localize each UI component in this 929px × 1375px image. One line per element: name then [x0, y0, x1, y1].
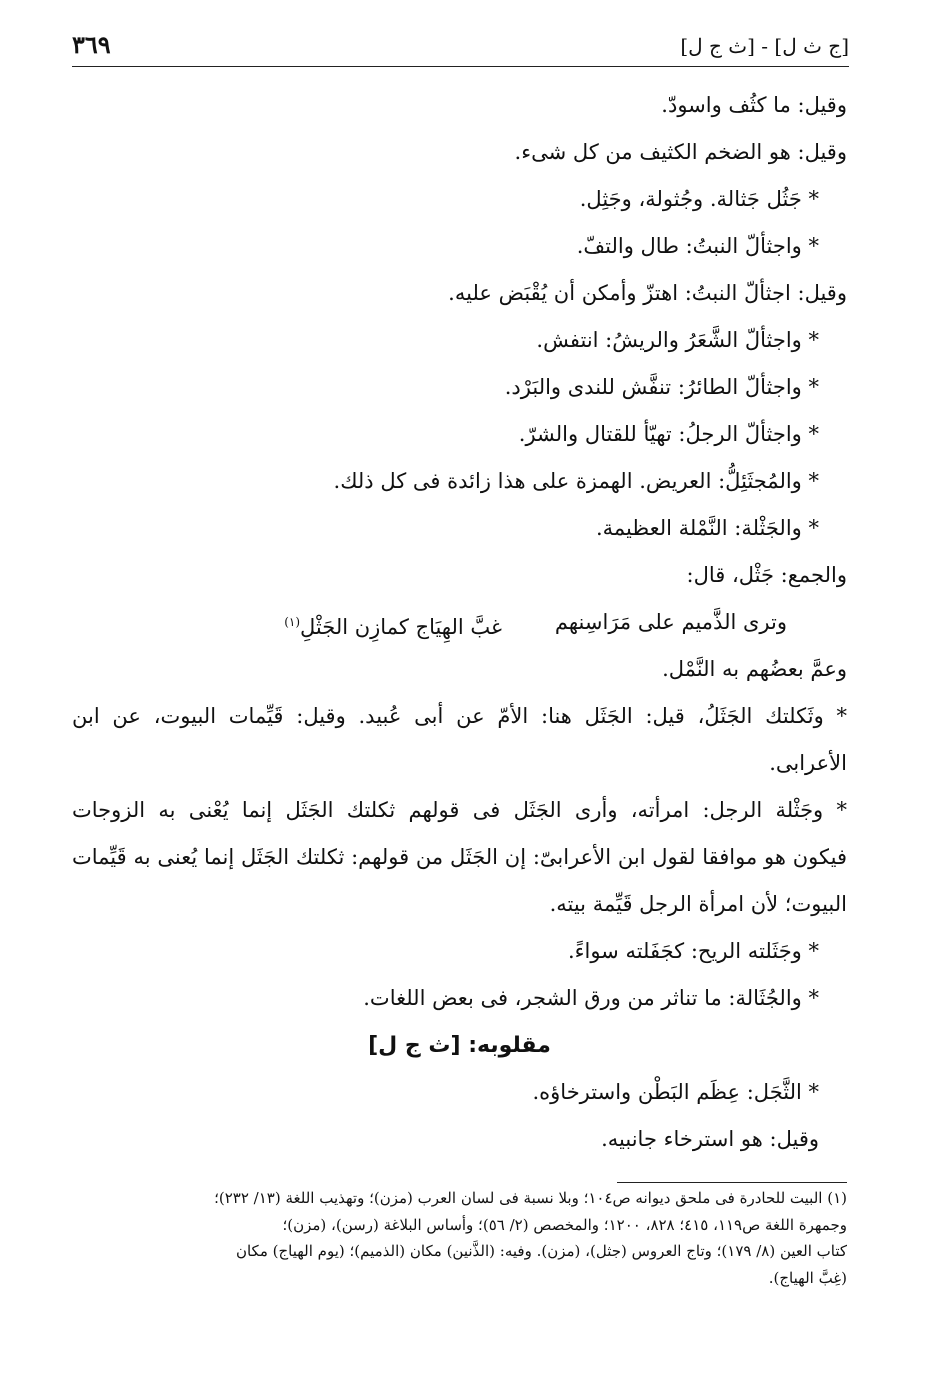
paragraph-line: * وجَثْلة الرجل: امرأته، وأرى الجَثَل فى قولهم ثكلتك الجَثَل إنما يُعْنى به الزوجات	[72, 798, 847, 822]
text-line: وعمَّ بعضُهم به النَّمْل.	[662, 657, 847, 681]
page-header	[72, 30, 849, 66]
footnote-line: (غِبَّ الهياج).	[768, 1268, 847, 1287]
text-line: وقيل: ما كثُف واسودّ.	[661, 93, 847, 117]
text-line: والجمع: جَثْل، قال:	[686, 563, 847, 587]
entry-line: * واجثألّ النبتُ: طال والتفّ.	[576, 234, 819, 258]
paragraph-line: البيوت؛ لأن امرأة الرجل قَيِّمة بيته.	[549, 892, 847, 916]
footnotes	[72, 1185, 847, 1291]
entry-line: * والمُجثَئِلُّ: العريض. الهمزة على هذا زائدة فى كل ذلك.	[333, 469, 819, 493]
text-line: وقيل: اجثألّ النبتُ: اهتزّ وأمكن أن يُقْبَض عليه.	[448, 281, 847, 305]
footnote-divider	[617, 1182, 847, 1183]
page-number: ٣٦٩	[72, 30, 111, 59]
entry-line: * واجثألّ الشَّعَرُ والريشُ: انتفش.	[536, 328, 819, 352]
text-line: وقيل: هو الضخم الكثيف من كل شىء.	[514, 140, 847, 164]
entry-line: * والجَثْلة: النَّمْلة العظيمة.	[595, 516, 819, 540]
entry-line: * والجُثَالة: ما تناثر من ورق الشجر، فى بعض اللغات.	[363, 986, 819, 1010]
footnote-marker[interactable]: (١)	[284, 615, 301, 629]
main-text	[72, 82, 847, 1163]
footnote-line: (١) البيت للحادرة فى ملحق ديوانه ص١٠٤؛ وبلا نسبة فى لسان العرب (مزن)؛ وتهذيب اللغة (١٣/ ٢٣٢)؛	[214, 1189, 847, 1207]
entry-line: * واجثألّ الرجلُ: تهيّأ للقتال والشرّ.	[518, 422, 819, 446]
footnote-line: وجمهرة اللغة ص١١٩، ٤١٥؛ ٨٢٨، ١٢٠٠؛ والمخصص (٢/ ٥٦)؛ وأساس البلاغة (رسن)، (مزن)؛	[282, 1215, 847, 1234]
paragraph-line: * وثَكلتك الجَثَلُ، قيل: الجَثَل هنا: الأمّ عن أبى عُبيد. وقيل: قَيِّمات البيوت، عن ابن	[72, 704, 847, 728]
text-line: وقيل: هو استرخاء جانبيه.	[601, 1127, 819, 1151]
paragraph-line: الأعرابى.	[769, 751, 847, 775]
header-divider	[72, 66, 849, 67]
running-head: [ج ث ل] - [ث ج ل]	[680, 34, 849, 58]
entry-line: * واجثألّ الطائرُ: تنفَّش للندى والبَرْد.	[504, 375, 819, 399]
footnote-line: كتاب العين (٨/ ١٧٩)؛ وتاج العروس (جثل)، (مزن). وفيه: (الذَّنين) مكان (الذميم)؛ (يوم الهياج) مكان	[235, 1242, 847, 1260]
poetry-verse	[72, 599, 847, 646]
paragraph-line: فيكون هو موافقا لقول ابن الأعرابىّ: إن الجَثَل من قولهم: ثكلتك الجَثَل إنما يُعنى به قَيِّمات	[72, 845, 847, 869]
first-hemistich: وترى الذَّميم على مَرَاسِنهم	[554, 610, 787, 634]
second-hemistich-wrap	[284, 599, 502, 651]
entry-line: * وجَثَلته الريح: كجَفَلته سواءً.	[567, 939, 819, 963]
entry-line: * جَثُل جَثالة. وجُثولة، وجَثِل.	[579, 187, 819, 211]
section-heading: مقلوبه: [ث ج ل]	[368, 1033, 551, 1058]
entry-line: * الثَّجَل: عِظَم البَطْن واسترخاؤه.	[532, 1080, 819, 1104]
second-hemistich: غبَّ الهِيَاج كمازِن الجَثْلِ	[300, 615, 502, 639]
